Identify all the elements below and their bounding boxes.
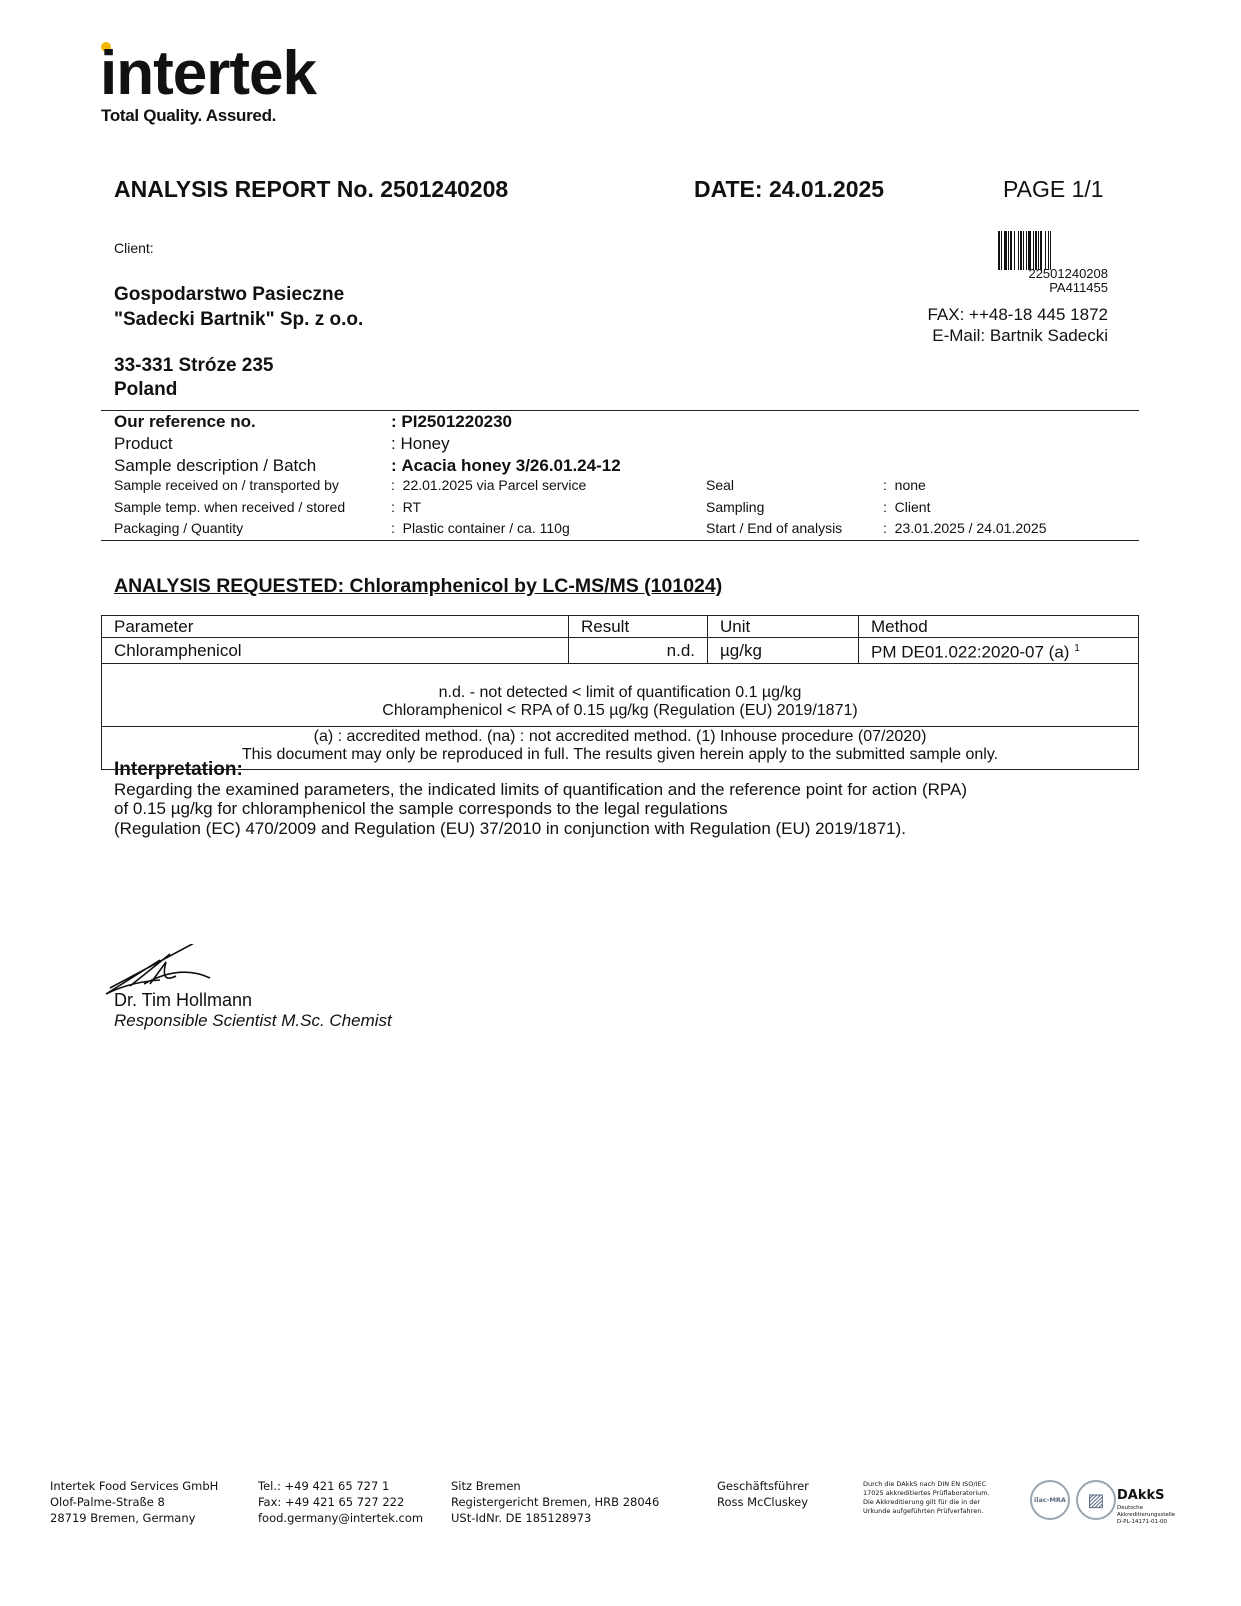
interpretation-line-1: Regarding the examined parameters, the indicated limits of quantification and the reference point for action (RPA) (114, 780, 967, 799)
footer-city: 28719 Bremen, Germany (50, 1511, 196, 1525)
ilac-text: ilac-MRA (1034, 1495, 1066, 1504)
table-row (102, 638, 1139, 664)
col-result: Result (569, 616, 708, 638)
sep: : (391, 412, 397, 431)
page-number: PAGE 1/1 (1003, 176, 1104, 202)
client-name-1: Gospodarstwo Pasieczne (114, 284, 345, 305)
footer-street: Olof-Palme-Straße 8 (50, 1495, 165, 1509)
accreditation-line-4: Urkunde aufgeführten Prüfverfahren. (863, 1507, 984, 1515)
interpretation-line-2: of 0.15 µg/kg for chloramphenicol the sample corresponds to the legal regulations (114, 799, 728, 818)
footer-register: Registergericht Bremen, HRB 28046 (451, 1495, 660, 1509)
note-line-1: n.d. - not detected < limit of quantification 0.1 µg/kg (438, 683, 802, 701)
method-text: PM DE01.022:2020-07 (a) (871, 642, 1070, 662)
footer-director (717, 1478, 809, 1510)
legend-cell (102, 726, 1139, 769)
product-value: Honey (400, 434, 450, 453)
legend-row (102, 726, 1139, 769)
note-line-2: Chloramphenicol < RPA of 0.15 µg/kg (Regulation (EU) 2019/1871) (382, 701, 858, 719)
interpretation-heading: Interpretation: (114, 759, 243, 780)
divider-top (101, 410, 1139, 411)
signatory-name: Dr. Tim Hollmann (114, 990, 253, 1010)
accreditation-line-3: Die Akkreditierung gilt für die in der (863, 1498, 981, 1506)
barcode-bar (1051, 231, 1053, 270)
logo-tagline: Total Quality. Assured. (101, 106, 277, 125)
dakks-emblem (1076, 1480, 1116, 1520)
barcode (998, 231, 1122, 270)
barcode-code: PA411455 (1049, 280, 1108, 295)
footer-email: food.germany@intertek.com (258, 1511, 424, 1525)
method-footnote: 1 (1074, 643, 1080, 654)
email-address: E-Mail: Bartnik Sadecki (932, 326, 1108, 345)
reference-value: PI2501220230 (401, 412, 513, 431)
received-label: Sample received on / transported by (114, 477, 339, 493)
client-name-2: "Sadecki Bartnik" Sp. z o.o. (114, 309, 364, 330)
footer-director-label: Geschäftsführer (717, 1479, 809, 1493)
notes-cell (102, 663, 1139, 726)
barcode-number: 22501240208 (1028, 266, 1108, 281)
fax-number: FAX: ++48-18 445 1872 (927, 305, 1108, 324)
accreditation-line-2: 17025 akkreditiertes Prüflaboratorium. (863, 1489, 990, 1497)
table-header-row (102, 616, 1139, 638)
cell-unit: µg/kg (708, 638, 859, 664)
dakks-id: D-PL-14171-01-00 (1117, 1519, 1167, 1525)
report-date: DATE: 24.01.2025 (694, 176, 885, 202)
report-title: ANALYSIS REPORT No. 2501240208 (114, 176, 509, 202)
footer-fax: Fax: +49 421 65 727 222 (258, 1495, 405, 1509)
legend-line-2: This document may only be reproduced in full. The results given herein apply to the submitted sample only. (241, 745, 999, 763)
sep: : (883, 499, 887, 515)
dakks-sub-1: Deutsche (1117, 1505, 1144, 1511)
cell-method (859, 638, 1139, 664)
reference-label: Our reference no. (114, 412, 256, 431)
footer-registry (451, 1478, 659, 1526)
footer-contact (258, 1478, 423, 1526)
product-label: Product (114, 434, 173, 453)
signatory-title: Responsible Scientist M.Sc. Chemist (114, 1011, 392, 1030)
description-label: Sample description / Batch (114, 456, 317, 475)
ilac-logo (1030, 1480, 1070, 1520)
sampling-label: Sampling (706, 499, 765, 515)
results-table (101, 615, 1139, 770)
sep: : (883, 477, 887, 493)
dakks-sub (1117, 1505, 1175, 1526)
col-parameter: Parameter (102, 616, 569, 638)
received-value: 22.01.2025 via Parcel service (402, 477, 587, 493)
client-label: Client: (114, 240, 154, 256)
description-value: Acacia honey 3/26.01.24-12 (401, 456, 621, 475)
legend-line-1: (a) : accredited method. (na) : not accredited method. (1) Inhouse procedure (07/2020) (313, 727, 927, 745)
footer-tel: Tel.: +49 421 65 727 1 (258, 1479, 390, 1493)
cell-result: n.d. (569, 638, 708, 664)
col-unit: Unit (708, 616, 859, 638)
sep: : (883, 520, 887, 536)
accreditation-line-1: Durch die DAkkS nach DIN EN ISO/IEC (863, 1480, 987, 1488)
client-address-1: 33-331 Stróze 235 (114, 355, 274, 376)
sampling-value: Client (894, 499, 931, 515)
company-logo: intertek (100, 39, 316, 108)
analysis-period-value: 23.01.2025 / 24.01.2025 (894, 520, 1047, 536)
analysis-period-label: Start / End of analysis (706, 520, 843, 536)
analysis-heading: ANALYSIS REQUESTED: Chloramphenicol by LC-MS/MS (101024) (114, 575, 723, 597)
seal-value: none (894, 477, 926, 493)
interpretation-line-3: (Regulation (EC) 470/2009 and Regulation (EU) 37/2010 in conjunction with Regulation (EU) 2019/1871). (114, 819, 906, 838)
cell-parameter: Chloramphenicol (102, 638, 569, 664)
notes-row (102, 663, 1139, 726)
footer-seat: Sitz Bremen (451, 1479, 521, 1493)
footer-accreditation (863, 1480, 990, 1516)
footer-company (50, 1478, 218, 1526)
sep: : (391, 477, 395, 493)
footer-company-name: Intertek Food Services GmbH (50, 1479, 219, 1493)
seal-label: Seal (706, 477, 735, 493)
col-method: Method (859, 616, 1139, 638)
sep: : (391, 499, 395, 515)
sep: : (391, 456, 397, 475)
packaging-value: Plastic container / ca. 110g (402, 520, 570, 536)
sep: : (391, 434, 396, 453)
footer-director-name: Ross McCluskey (717, 1495, 809, 1509)
packaging-label: Packaging / Quantity (114, 520, 244, 536)
dakks-text: DAkkS (1117, 1488, 1165, 1503)
sep: : (391, 520, 395, 536)
footer-vat: USt-IdNr. DE 185128973 (451, 1511, 592, 1525)
temp-label: Sample temp. when received / stored (114, 499, 346, 515)
dakks-sub-2: Akkreditierungsstelle (1117, 1512, 1176, 1518)
temp-value: RT (402, 499, 422, 515)
client-address-2: Poland (114, 379, 178, 400)
dakks-emblem-mark: ▨ (1087, 1489, 1105, 1511)
divider-bottom (101, 540, 1139, 541)
